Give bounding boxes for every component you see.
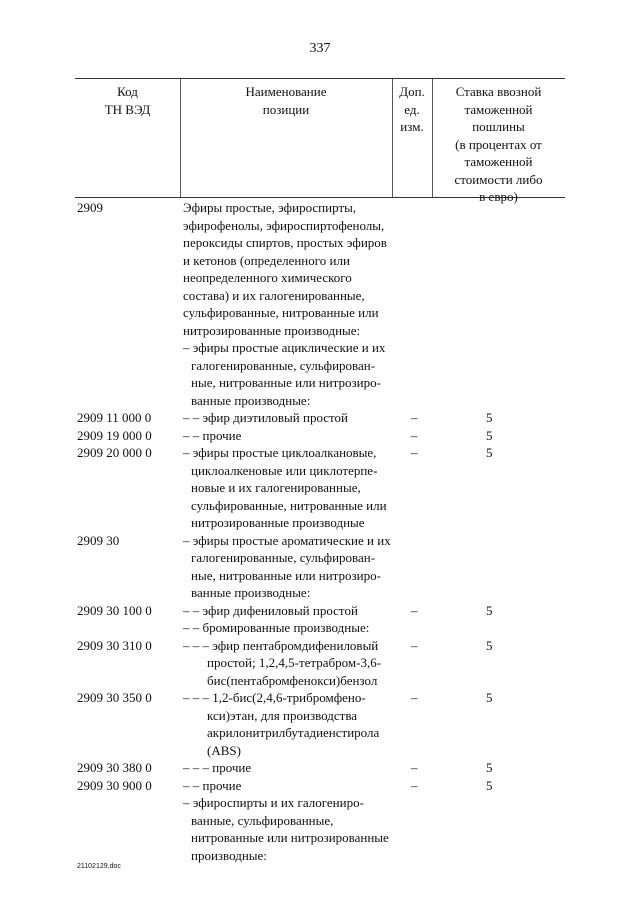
position-name-line: сульфированные, нитрованные или xyxy=(191,497,387,513)
table-row xyxy=(0,794,640,864)
position-name xyxy=(183,444,398,532)
position-name-line: ные, нитрованные или нитрозиро- xyxy=(191,567,381,583)
header-line: таможенной xyxy=(464,101,533,117)
additional-unit: – xyxy=(411,427,418,443)
table-row xyxy=(0,532,640,602)
position-name xyxy=(183,619,398,637)
position-name-line: состава) и их галогенированные, xyxy=(183,287,365,303)
position-name-line: эфирофенолы, эфироспиртофенолы, xyxy=(183,217,385,233)
position-name-line: – эфироспирты и их галогениро- xyxy=(183,795,364,810)
tnved-code: 2909 30 380 0 xyxy=(77,760,152,775)
additional-unit: – xyxy=(411,445,418,460)
position-name-line: новые и их галогенированные, xyxy=(191,480,361,495)
position-name xyxy=(183,759,398,777)
table-row xyxy=(0,689,640,759)
position-name-line: – – бромированные производные: xyxy=(183,620,370,635)
position-name-line: неопределенного химического xyxy=(183,270,352,285)
header-code xyxy=(75,83,180,118)
position-name-line: акрилонитрилбутадиенстирола xyxy=(207,725,380,740)
position-name-line: – – эфир диэтиловый простой xyxy=(183,410,349,425)
header-line: таможенной xyxy=(464,154,533,169)
position-name-line: (ABS) xyxy=(207,742,241,758)
table-row xyxy=(0,409,640,427)
duty-rate: 5 xyxy=(486,410,493,425)
page-number: 337 xyxy=(309,41,331,56)
position-name xyxy=(183,199,398,339)
duty-rate: 5 xyxy=(486,637,493,653)
position-name-line: галогенированные, сульфирован- xyxy=(191,357,376,373)
header-line: изм. xyxy=(400,119,424,134)
header-line: Наименование xyxy=(245,84,327,99)
position-name-line: ные, нитрованные или нитрозиро- xyxy=(191,375,381,390)
position-name xyxy=(183,427,398,445)
tnved-code: 2909 11 000 0 xyxy=(77,410,152,425)
table-row xyxy=(0,199,640,339)
position-name-line: – – – прочие xyxy=(183,760,252,775)
header-line: стоимости либо xyxy=(454,171,543,187)
position-name-line: простой; 1,2,4,5-тетрабром-3,6- xyxy=(207,655,382,670)
tnved-code: 2909 30 900 0 xyxy=(77,777,152,793)
position-name-line: ванные, сульфированные, xyxy=(191,812,334,828)
table-top-rule xyxy=(75,78,565,79)
position-name-line: ванные производные: xyxy=(191,585,311,600)
duty-rate: 5 xyxy=(486,760,493,775)
tnved-code: 2909 20 000 0 xyxy=(77,445,152,460)
position-name-line: кси)этан, для производства xyxy=(207,707,358,723)
position-name-line: сульфированные, нитрованные или xyxy=(183,305,379,320)
header-line: пошлины xyxy=(472,119,525,134)
tnved-code: 2909 19 000 0 xyxy=(77,427,152,443)
position-name xyxy=(183,409,398,427)
duty-rate: 5 xyxy=(486,602,493,618)
position-name-line: – эфиры простые ароматические и их xyxy=(183,532,391,548)
position-name-line: – эфиры простые ациклические и их xyxy=(183,340,386,355)
position-name-line: производные: xyxy=(191,847,267,863)
position-name-line: нитрозированные производные: xyxy=(183,322,361,338)
duty-rate: 5 xyxy=(486,690,493,705)
table-row xyxy=(0,427,640,445)
position-name-line: – – – эфир пентабромдифениловый xyxy=(183,637,379,653)
position-name-line: и кетонов (определенного или xyxy=(183,252,350,268)
tnved-code: 2909 30 310 0 xyxy=(77,637,152,653)
position-name xyxy=(183,689,398,759)
tnved-code: 2909 30 xyxy=(77,532,120,548)
position-name-line: ванные производные: xyxy=(191,392,311,408)
position-name-line: бис(пентабромфенокси)бензол xyxy=(207,672,378,688)
position-name-line: – – прочие xyxy=(183,427,242,443)
duty-rate: 5 xyxy=(486,427,493,443)
header-line: Код xyxy=(117,84,138,99)
header-rate xyxy=(432,83,565,206)
additional-unit: – xyxy=(411,410,418,425)
position-name-line: нитрозированные производные xyxy=(191,515,365,530)
position-name-line: – эфиры простые циклоалкановые, xyxy=(183,445,377,460)
position-name-line: – – эфир дифениловый простой xyxy=(183,602,358,618)
position-name xyxy=(183,794,398,864)
table-body xyxy=(0,199,640,864)
additional-unit: – xyxy=(411,602,418,618)
duty-rate: 5 xyxy=(486,777,493,793)
position-name-line: – – прочие xyxy=(183,777,242,793)
table-row xyxy=(0,637,640,690)
additional-unit: – xyxy=(411,637,418,653)
header-line: в евро) xyxy=(479,189,518,204)
position-name-line: – – – 1,2-бис(2,4,6-трибромфено- xyxy=(183,690,366,705)
position-name-line: Эфиры простые, эфироспирты, xyxy=(183,200,357,215)
tnved-code: 2909 30 100 0 xyxy=(77,602,152,618)
position-name-line: циклоалкеновые или циклотерпе- xyxy=(191,462,378,478)
additional-unit: – xyxy=(411,690,418,705)
position-name-line: пероксиды спиртов, простых эфиров xyxy=(183,235,387,250)
header-name xyxy=(180,83,392,118)
table-row xyxy=(0,602,640,620)
header-line: ед. xyxy=(404,101,420,117)
additional-unit: – xyxy=(411,760,418,775)
tnved-code: 2909 30 350 0 xyxy=(77,690,152,705)
table-row xyxy=(0,619,640,637)
header-line: ТН ВЭД xyxy=(104,101,151,117)
tnved-code: 2909 xyxy=(77,200,103,215)
position-name xyxy=(183,532,398,602)
file-name-footer: 21102129.doc xyxy=(77,863,121,870)
additional-unit: – xyxy=(411,777,418,793)
table-row xyxy=(0,759,640,777)
header-unit xyxy=(392,83,432,136)
table-row xyxy=(0,444,640,532)
header-line: Доп. xyxy=(399,84,425,99)
position-name-line: галогенированные, сульфирован- xyxy=(191,550,376,565)
table-row xyxy=(0,777,640,795)
position-name xyxy=(183,637,398,690)
position-name xyxy=(183,339,398,409)
position-name-line: нитрованные или нитрозированные xyxy=(191,830,389,845)
table-row xyxy=(0,339,640,409)
header-line: (в процентах от xyxy=(455,136,542,152)
position-name xyxy=(183,602,398,620)
position-name xyxy=(183,777,398,795)
header-line: Ставка ввозной xyxy=(455,84,542,99)
duty-rate: 5 xyxy=(486,445,493,460)
header-line: позиции xyxy=(262,101,310,117)
